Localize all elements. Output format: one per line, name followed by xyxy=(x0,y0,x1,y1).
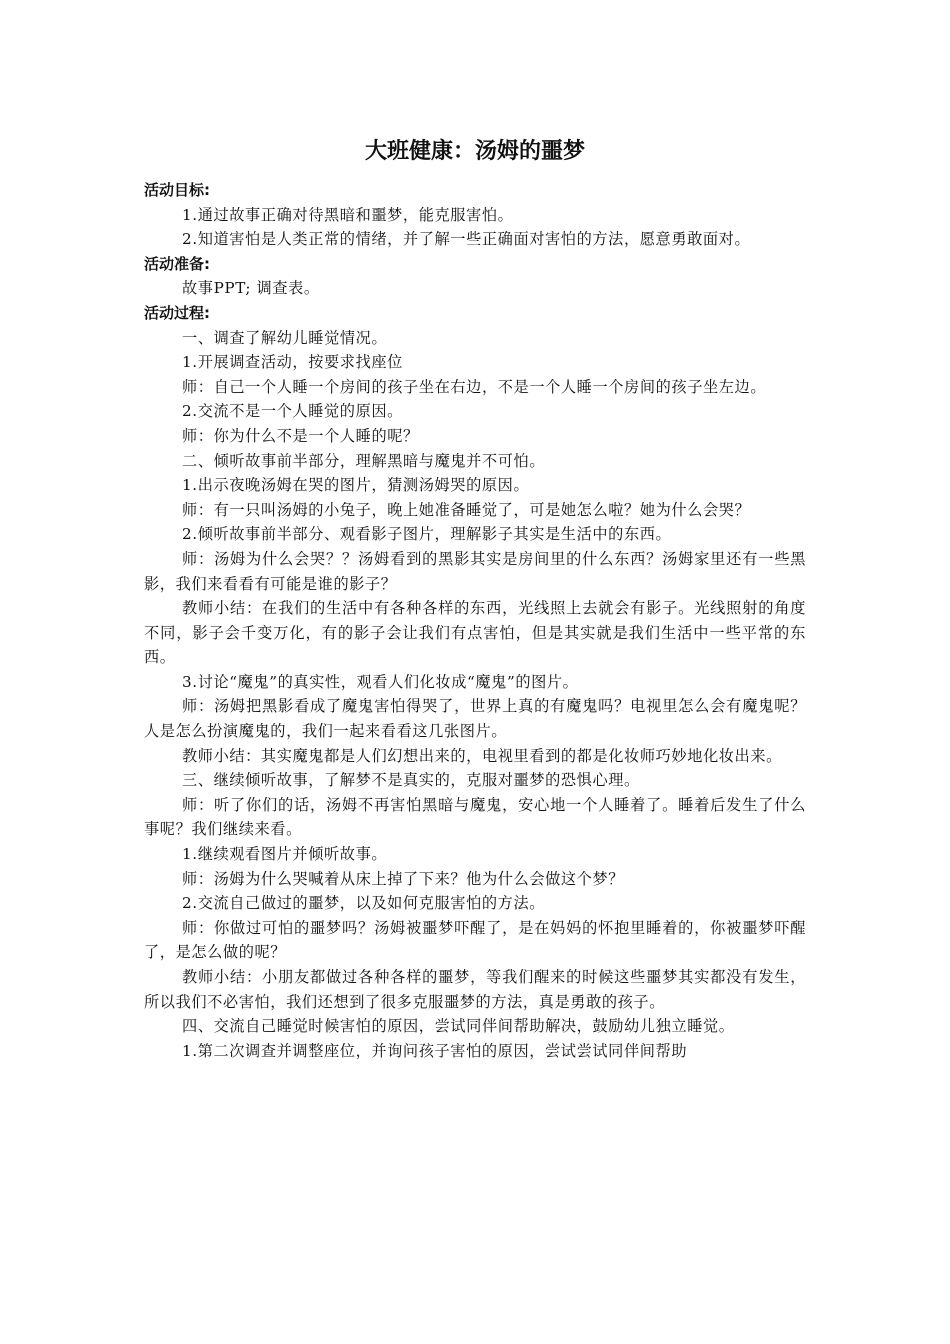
goal-paragraph-1: 1.通过故事正确对待黑暗和噩梦，能克服害怕。 xyxy=(182,205,514,224)
section-process xyxy=(144,301,806,1063)
process-paragraph: 教师小结：小朋友都做过各种各样的噩梦，等我们醒来的时候这些噩梦其实都没有发生，所以我们不必害怕，我们还想到了很多克服噩梦的方法，真是勇敢的孩子。 xyxy=(144,968,806,1011)
process-paragraph: 师：你为什么不是一个人睡的呢？ xyxy=(182,426,419,445)
process-paragraph: 1.继续观看图片并倾听故事。 xyxy=(182,845,388,864)
process-paragraph: 三、继续倾听故事，了解梦不是真实的，克服对噩梦的恐惧心理。 xyxy=(182,771,640,790)
process-paragraph: 师：听了你们的话，汤姆不再害怕黑暗与魔鬼，安心地一个人睡着了。睡着后发生了什么事呢？我们继续来看。 xyxy=(144,795,806,839)
process-paragraph: 教师小结：其实魔鬼都是人们幻想出来的，电视里看到的都是化妆师巧妙地化妆出来。 xyxy=(182,746,782,765)
process-paragraph: 师：有一只叫汤姆的小兔子，晚上她准备睡觉了，可是她怎么啦？她为什么会哭？ xyxy=(182,500,751,519)
section-heading-goals: 活动目标: xyxy=(144,181,210,199)
process-paragraph: 2.交流自己做过的噩梦，以及如何克服害怕的方法。 xyxy=(182,894,546,913)
process-paragraph: 一、调查了解幼儿睡觉情况。 xyxy=(182,328,388,347)
process-paragraph: 四、交流自己睡觉时候害怕的原因，尝试同伴间帮助解决，鼓励幼儿独立睡觉。 xyxy=(182,1017,735,1036)
process-paragraph: 教师小结：在我们的生活中有各种各样的东西，光线照上去就会有影子。光线照射的角度不同，影子会千变万化，有的影子会让我们有点害怕，但是其实就是我们生活中一些平常的东西。 xyxy=(144,599,806,667)
section-heading-process: 活动过程: xyxy=(144,303,210,322)
process-paragraph: 1.第二次调查并调整座位，并询问孩子害怕的原因，尝试尝试同伴间帮助 xyxy=(182,1041,688,1060)
process-paragraph: 师：汤姆为什么哭喊着从床上掉了下来？他为什么会做这个梦？ xyxy=(182,869,625,888)
process-paragraph: 师：汤姆为什么会哭？？汤姆看到的黑影其实是房间里的什么东西？汤姆家里还有一些黑影，我们来看看有可能是谁的影子？ xyxy=(144,549,806,593)
preparation-paragraph-1: 故事PPT; 调查表。 xyxy=(182,279,320,298)
process-paragraph: 1.出示夜晚汤姆在哭的图片，猜测汤姆哭的原因。 xyxy=(182,476,530,495)
process-paragraph: 2.交流不是一个人睡觉的原因。 xyxy=(182,402,403,421)
section-goals xyxy=(144,178,806,252)
goal-paragraph-2: 2.知道害怕是人类正常的情绪，并了解一些正确面对害怕的方法，愿意勇敢面对。 xyxy=(182,230,751,249)
process-paragraph: 1.开展调查活动，按要求找座位 xyxy=(182,353,403,372)
document-title: 大班健康：汤姆的噩梦 xyxy=(364,139,585,164)
process-paragraph: 3.讨论“魔鬼”的真实性，观看人们化妆成“魔鬼”的图片。 xyxy=(182,672,579,691)
document-page xyxy=(144,132,806,1063)
process-paragraph: 师：自己一个人睡一个房间的孩子坐在右边，不是一个人睡一个房间的孩子坐左边。 xyxy=(182,377,767,396)
section-heading-preparation: 活动准备: xyxy=(144,254,210,273)
process-paragraph: 师：你做过可怕的噩梦吗？汤姆被噩梦吓醒了，是在妈妈的怀抱里睡着的，你被噩梦吓醒了，是怎么做的呢？ xyxy=(144,918,806,962)
section-preparation xyxy=(144,252,806,301)
process-paragraph: 2.倾听故事前半部分、观看影子图片，理解影子其实是生活中的东西。 xyxy=(182,525,672,544)
process-paragraph: 师：汤姆把黑影看成了魔鬼害怕得哭了，世界上真的有魔鬼吗？电视里怎么会有魔鬼呢？人是怎么扮演魔鬼的，我们一起来看看这几张图片。 xyxy=(144,697,806,741)
process-paragraph: 二、倾听故事前半部分，理解黑暗与魔鬼并不可怕。 xyxy=(182,451,546,470)
